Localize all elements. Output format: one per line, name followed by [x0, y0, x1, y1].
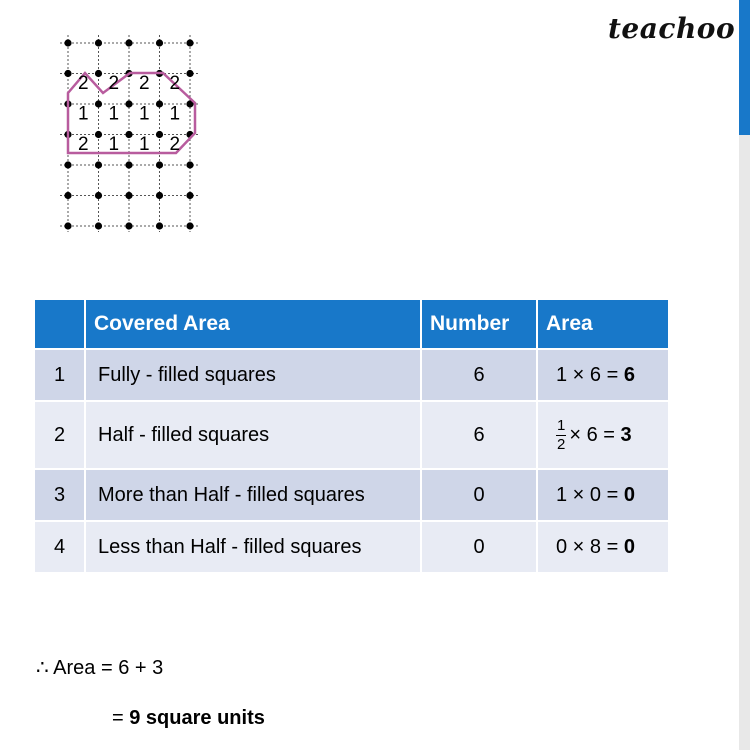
- row-description: Fully - filled squares: [85, 349, 421, 401]
- grid-dot: [125, 192, 132, 199]
- grid-dot: [95, 100, 102, 107]
- grid-cell-label: 1: [138, 133, 150, 155]
- row-count: 6: [421, 401, 537, 469]
- row-number: 4: [34, 521, 85, 573]
- grid-dot: [186, 70, 193, 77]
- grid-dot: [95, 131, 102, 138]
- conclusion-line-1: ∴ Area = 6 + 3: [36, 657, 164, 679]
- row-number: 2: [34, 401, 85, 469]
- grid-dot: [186, 39, 193, 46]
- grid-cell-label: 2: [77, 133, 89, 155]
- grid-dot: [125, 161, 132, 168]
- area-result: 0: [623, 535, 635, 558]
- grid-dot: [95, 161, 102, 168]
- grid-cell-label: 1: [108, 133, 120, 155]
- area-table: [33, 300, 670, 574]
- grid-dot: [95, 70, 102, 77]
- row-count: 6: [421, 349, 537, 401]
- grid-dot: [125, 100, 132, 107]
- grid-dot: [125, 131, 132, 138]
- grid-cell-label: 1: [108, 103, 120, 125]
- row-number: 1: [34, 349, 85, 401]
- grid-dot: [64, 39, 71, 46]
- row-count: 0: [421, 469, 537, 521]
- grid-dot: [64, 222, 71, 229]
- row-area: [537, 521, 669, 573]
- area-result: 6: [623, 363, 635, 386]
- row-description: Less than Half - filled squares: [85, 521, 421, 573]
- grid-dot: [95, 39, 102, 46]
- grid-dot: [156, 100, 163, 107]
- side-scroll-track: [739, 135, 750, 750]
- grid-cell-label: 2: [77, 72, 89, 94]
- header-number: Number: [421, 300, 537, 349]
- grid-cell-labels: [78, 73, 180, 155]
- header-area: Area: [537, 300, 669, 349]
- area-result: 0: [623, 483, 635, 506]
- grid-dot: [156, 39, 163, 46]
- grid-dot: [64, 192, 71, 199]
- area-expression: × 6 =: [569, 423, 621, 446]
- grid-dot: [186, 222, 193, 229]
- header-blank: [34, 300, 85, 349]
- grid-dot: [64, 70, 71, 77]
- row-description: Half - filled squares: [85, 401, 421, 469]
- row-count: 0: [421, 521, 537, 573]
- grid-dot: [125, 39, 132, 46]
- row-number: 3: [34, 469, 85, 521]
- dot-grid-figure: [55, 30, 215, 240]
- grid-cell-label: 2: [169, 72, 181, 94]
- grid-dot: [125, 222, 132, 229]
- area-expression: 0 × 8 =: [556, 535, 624, 558]
- grid-dot: [186, 161, 193, 168]
- fraction-half: $\frac{1}{2}$: [557, 416, 566, 453]
- grid-cell-label: 2: [138, 72, 150, 94]
- row-area: [537, 349, 669, 401]
- grid-dot: [156, 131, 163, 138]
- grid-cell-label: 1: [138, 103, 150, 125]
- grid-dot: [95, 222, 102, 229]
- side-accent-bar: [739, 0, 750, 135]
- table-row: [34, 521, 669, 573]
- final-answer: 9 square units: [129, 707, 265, 729]
- row-area: [537, 469, 669, 521]
- table-row: [34, 349, 669, 401]
- grid-cell-label: 1: [169, 103, 181, 125]
- teachoo-logo: teachoo: [608, 12, 736, 45]
- conclusion-line-2: = 9 square units: [112, 707, 265, 729]
- header-covered-area: Covered Area: [85, 300, 421, 349]
- grid-dot: [95, 192, 102, 199]
- grid-dot: [156, 222, 163, 229]
- grid-dot: [186, 192, 193, 199]
- grid-dot: [64, 161, 71, 168]
- table-row: [34, 401, 669, 469]
- area-expression: 1 × 0 =: [556, 483, 624, 506]
- table-row: [34, 469, 669, 521]
- area-result: 3: [620, 423, 632, 446]
- grid-cell-label: 2: [108, 72, 120, 94]
- row-area: [537, 401, 669, 469]
- table-header-row: [34, 300, 669, 349]
- grid-cell-label: 2: [169, 133, 181, 155]
- grid-cell-label: 1: [77, 103, 89, 125]
- grid-dot: [156, 192, 163, 199]
- grid-dot: [156, 161, 163, 168]
- area-expression: 1 × 6 =: [556, 363, 624, 386]
- row-description: More than Half - filled squares: [85, 469, 421, 521]
